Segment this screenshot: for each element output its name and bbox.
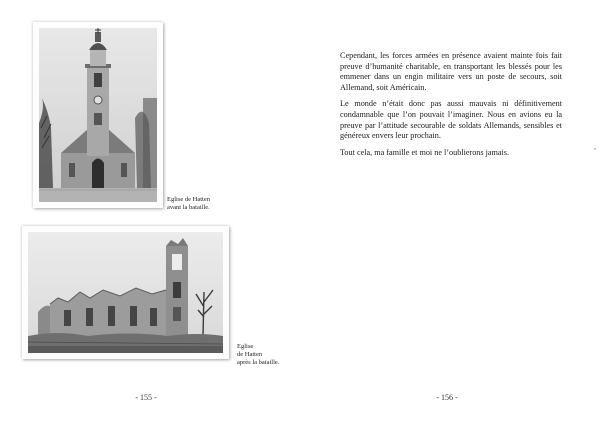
caption-before-line: avant la bataille. — [167, 204, 210, 211]
body-text — [340, 51, 562, 164]
caption-after — [237, 343, 279, 367]
church-after-image — [28, 232, 223, 353]
right-page — [300, 0, 600, 424]
caption-before — [167, 196, 210, 212]
church-before-image — [39, 28, 157, 202]
page-number-left: - 155 - — [135, 393, 157, 402]
caption-before-line: Eglise de Hatten — [167, 196, 210, 203]
caption-after-line: après la bataille. — [237, 359, 280, 366]
caption-after-line: de Hatten — [237, 351, 263, 358]
page-number-right: - 156 - — [436, 393, 458, 402]
photo-church-before-battle — [33, 22, 163, 208]
paragraph: Cependant, les forces armées en présence avaient mainte fois fait preuve d’humanité charitable, en transportant les blessés pour les emmener dans un engin militaire vers un poste de secours, soit Allemand, soit Américain. — [340, 51, 562, 92]
caption-after-line: Eglise — [237, 343, 254, 350]
photo-church-after-battle — [22, 226, 229, 359]
margin-speck — [594, 148, 596, 150]
paragraph: Le monde n’était donc pas aussi mauvais ni définitivement condamnable que l’on pouvait l’imaginer. Nous en avions eu la preuve par l’attitude secourable de soldats Allemands, sensibles et généreux envers leur prochain. — [340, 99, 562, 141]
paragraph: Tout cela, ma famille et moi ne l’oublierons jamais. — [340, 147, 510, 157]
